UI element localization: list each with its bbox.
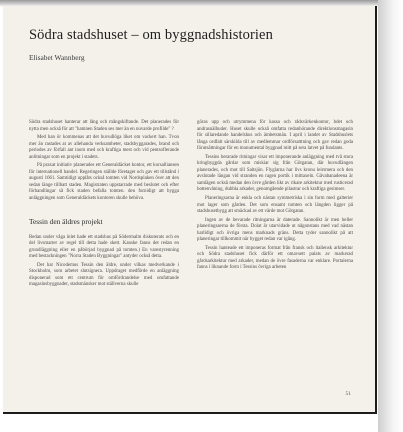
page-number: 51 [345,391,351,397]
left-column-text [29,120,179,203]
right-column-text [197,120,353,272]
paragraph: Redan under våga inlet hade ett stadshus på Södermalm diskuterats och en del livsmarter av regel till detta hade skett. Kanske fanns det redan en grundläggning eller en påbörjad byggnad på tomten.) En varestyrenning med bestackningen "Norra Staden Byggningar" antyder också detta. [29,234,179,260]
article-author: Elisabet Wannberg [29,53,85,62]
paragraph: Tessins berarade ritningar visar ett imponerande anläggning med två stora kringbyggda gårdar som miskiar sig från Götgatan, där huvudlängen planerades, och mot till Saltsjön. Flyglarna har livs kronu leirsmera och den avslutade längan vid stranden en ragen portik i mittaxeln. Gåvabanadeena är samlägen också medan den övre gården likt av rikare arkitektur med rusticerad bottenvåning, dubbla arkader, genomgående pilastrar och kraftiga gesimser. [197,154,353,193]
article-title: Södra stadshuset – om byggnadshistorien [29,27,273,43]
paragraph: Planeringsarna är enkla och nästan symmetriska i sin form med galterier mot lager som gården. Det som ensamt tomten och längden ligger på stadshusetbygg att smäckad av ett värde mot Götgatan. [197,196,353,215]
paragraph: göras upp och utrymmena för kassa och rådsvärkenkontor, bdet och andrasnälhuder. Huset skulle också omfatta redanhörande direktionsmagasin för sillaredande handelshus och ämbetsmän. I april i landet av Stadshuslets långa ordfalt särskilda till av medlemmar ordförsatttning och gav redan goda förutsättningar för en monumental byggnad mitt på sera latvet på fundants. [197,120,353,152]
paragraph: Det har Nicodemus Tessin den äldre, under vilkas medverkande i Stockholm, som arbetet slutsignera. Uppdraget medförde en anläggning disponerad som ett centrum för omfördrandelse med omfattande magasinsbyggnader, stadsmänsker mot ställverna skulle [29,262,179,288]
paragraph: Med han ör kommenas att det huvudlöga liket om vackert han. Tvon mer än rastades at av allehanda verksamheter, stadsbyggarades, brand och periodes av förfall ant inom med och kraftiga mest och vid pentsoflerande anlitningar som en projekt i stadets. [29,135,179,160]
paragraph: På praxat initiativ planerades ett Generaldäcket kontor, ett korsalliansen för internationell handel. Regeringen ställde företaget och gav ett tillstånd i augusti 1661. Samtidigt upplåts också tomten vid Nordsplaken över att den sedan länge tillbatt staden. Magistraten uppstarrade med beslutet och efter förhandlingar så fick staden befalla tomten. den furnidigt att bygga anläggningen som Generaldäckets kontoren skulle behöva. [29,163,179,202]
left-text-column [29,120,179,291]
book-page [3,6,377,414]
right-text-column [197,120,353,274]
paragraph: Södra stadshuset hanterar att lång och mångskiftande. Det planerades för nytta men också för att "hamnen Staden ses mer än en nuvarde profilde" ? [29,120,179,132]
page-right-shadow [378,0,403,432]
paragraph: Tessin hanteade ett imponeras format från fransk och italiensk arkitektur och Södra stadshuset fick därför ett omavsett palats av markerad gårdsarkitektur med arkader, medan de övre fasaderna var enklare. Portalerna fanns i liknande form i Tessins övriga arbeten [197,245,353,271]
left-column-text-2 [29,235,179,289]
paragraph: Ingen av de bevarade ritningarna är daterade. Sannolikt är men heller planeringsaerna de första. Dolat är utarvidade ut någonstans med vad nästan harlidigt och övriga mens marknads gräns. Detta tyder sannolikt på att planeringar tillkommit när bygget redan var igång. [197,217,353,243]
section-subheading: Tessin den äldres projekt [29,216,103,226]
